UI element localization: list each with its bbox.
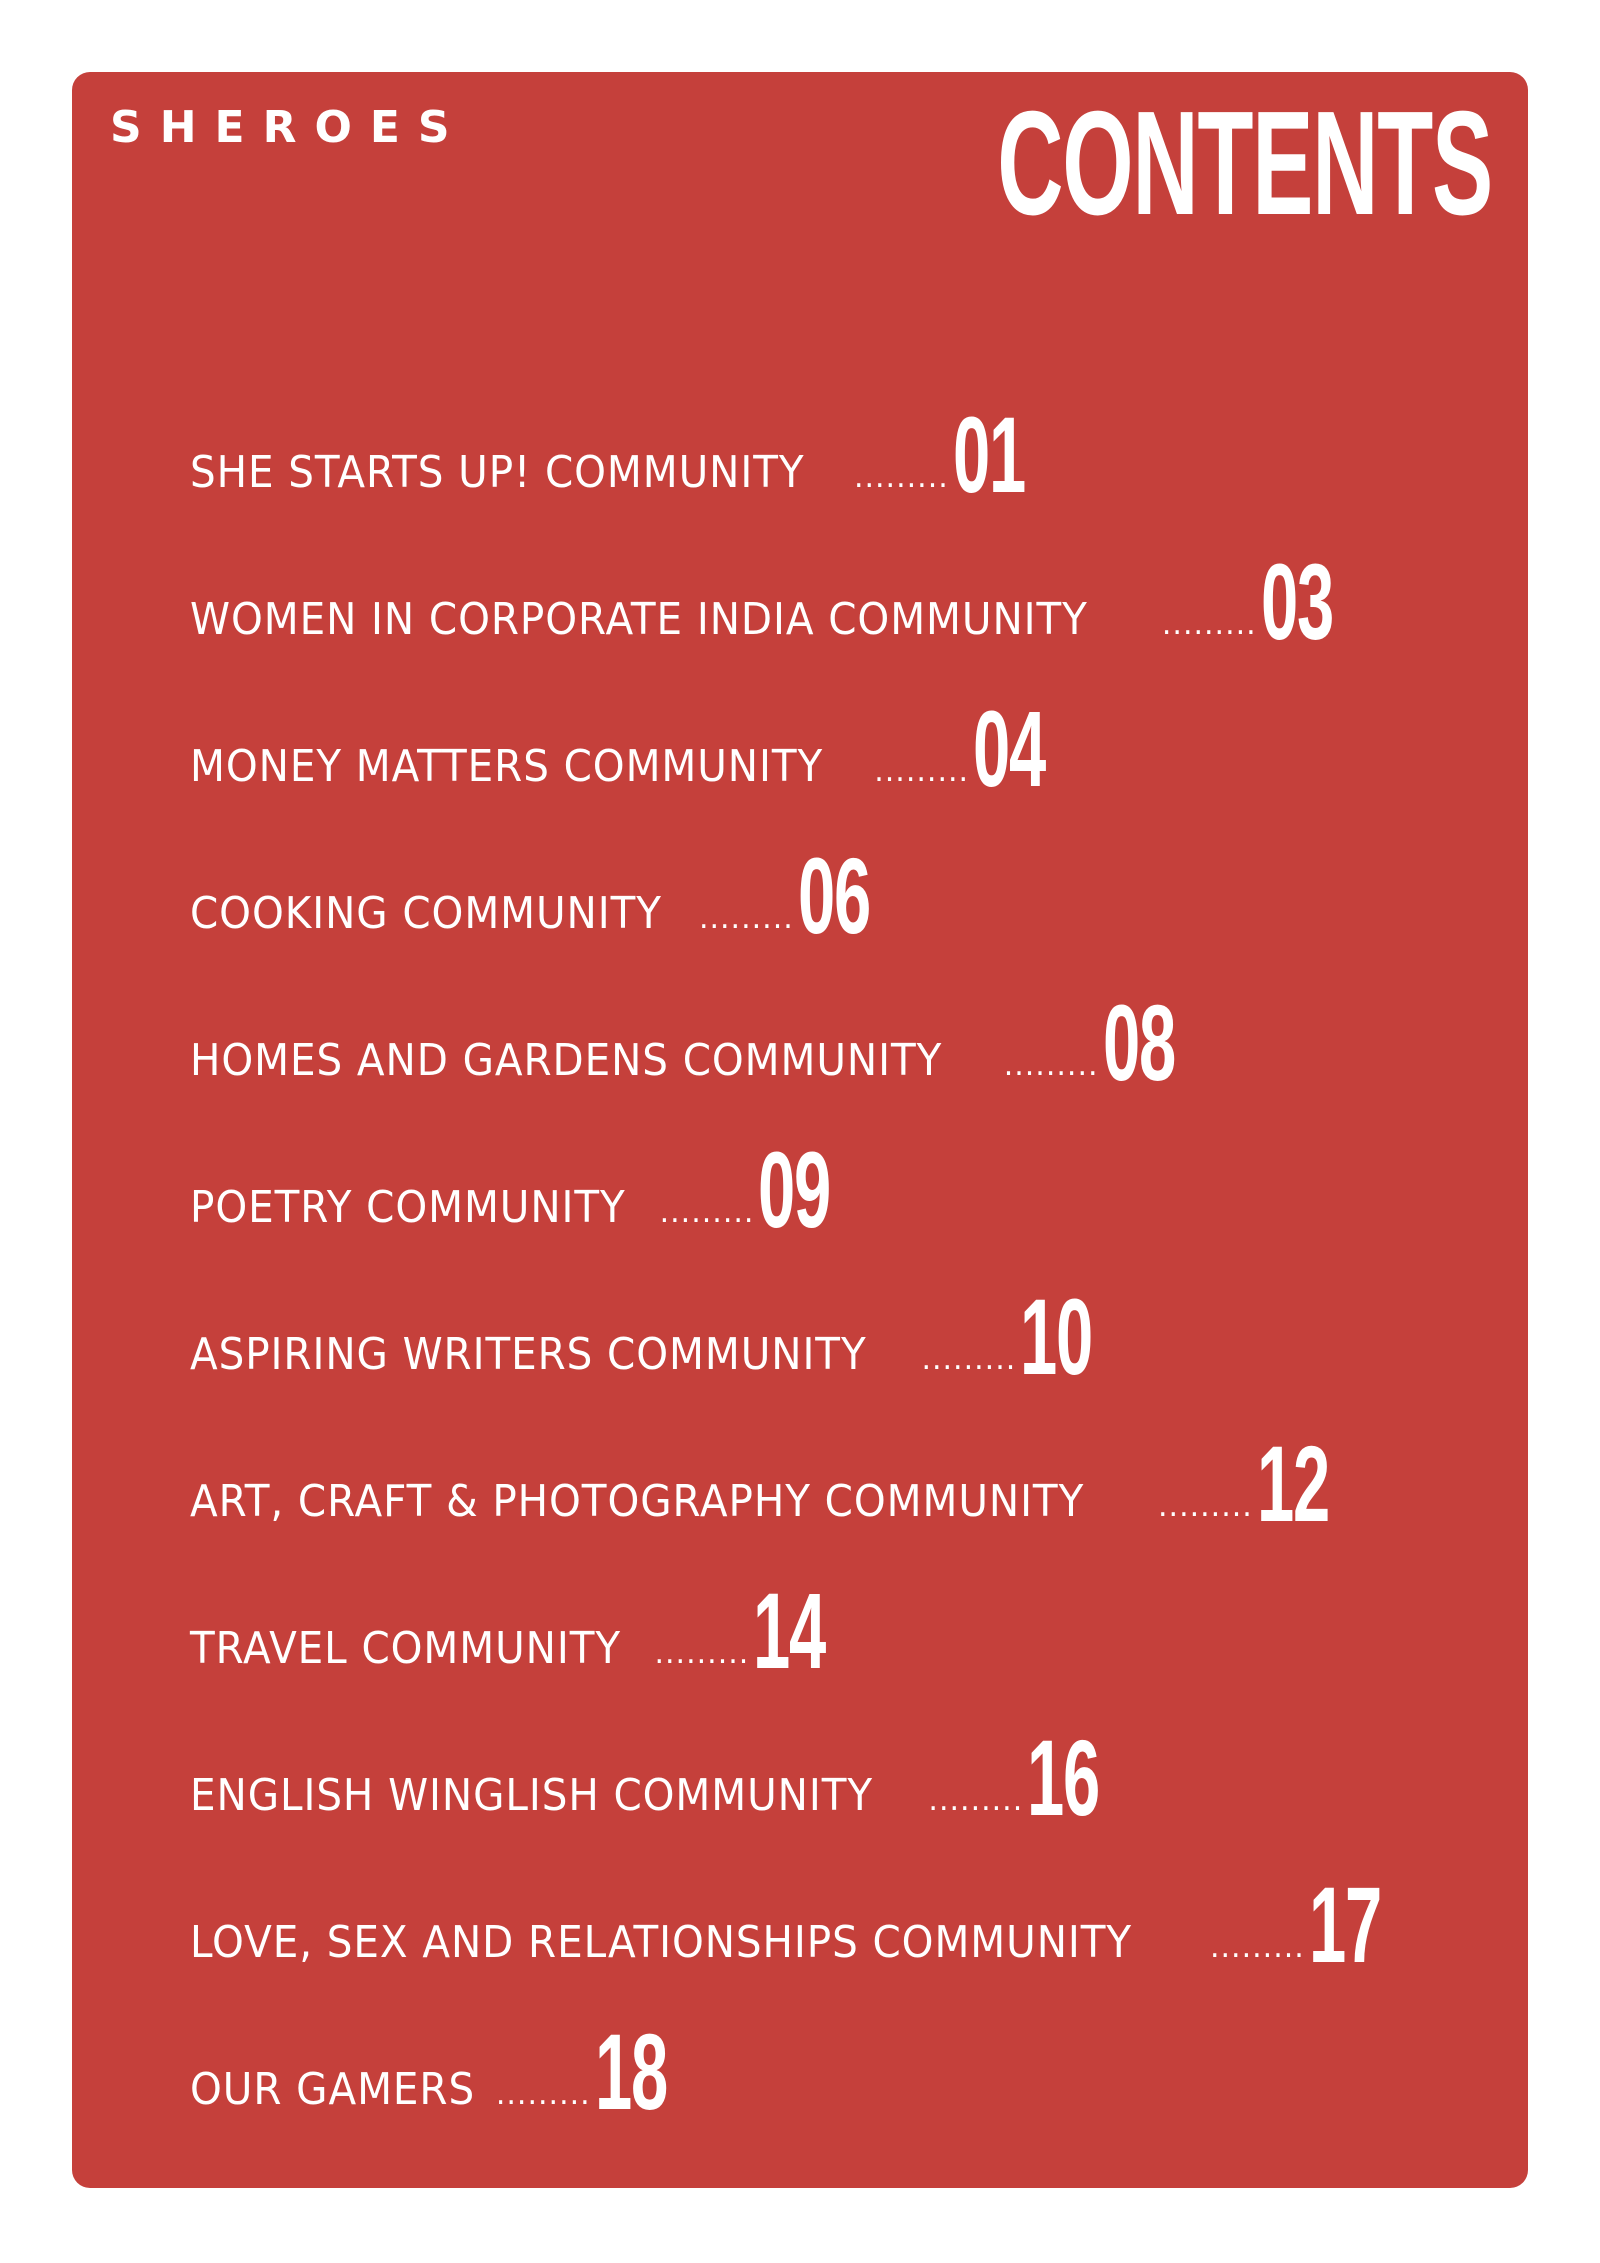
toc-entry-homes-and-gardens[interactable]: [190, 950, 1488, 1103]
toc-entry-money-matters[interactable]: [190, 656, 1488, 809]
toc-entry-label: ASPIRING WRITERS COMMUNITY: [190, 1329, 867, 1380]
toc-entry-label: LOVE, SEX AND RELATIONSHIPS COMMUNITY: [190, 1917, 1133, 1968]
toc-entry-love-sex-relationships[interactable]: [190, 1832, 1488, 1985]
toc-page-number: 16: [1027, 1717, 1100, 1838]
toc-page-number: 08: [1102, 982, 1175, 1103]
brand-logo: SHEROES: [110, 102, 468, 153]
toc-leader-dots: .........: [921, 1342, 1017, 1377]
toc-entry-art-craft-photography[interactable]: [190, 1391, 1488, 1544]
toc-leader-dots: .........: [1158, 1489, 1253, 1524]
toc-entry-label: POETRY COMMUNITY: [190, 1182, 626, 1233]
toc-entry-label: OUR GAMERS: [190, 2064, 476, 2115]
toc-leader-dots: .........: [928, 1783, 1024, 1818]
toc-entry-our-gamers[interactable]: [190, 1979, 1488, 2132]
toc-page-number: 01: [952, 394, 1025, 515]
toc-page-number: 10: [1020, 1276, 1093, 1397]
toc-entry-poetry[interactable]: [190, 1097, 1488, 1250]
toc-leader-dots: .........: [1161, 607, 1257, 642]
toc-entry-aspiring-writers[interactable]: [190, 1244, 1488, 1397]
toc-entry-label: WOMEN IN CORPORATE INDIA COMMUNITY: [190, 594, 1088, 645]
toc-entry-label: ART, CRAFT & PHOTOGRAPHY COMMUNITY: [190, 1476, 1085, 1527]
toc-leader-dots: .........: [1003, 1048, 1099, 1083]
toc-entry-she-starts-up[interactable]: [190, 362, 1488, 515]
table-of-contents: [190, 362, 1488, 2132]
toc-leader-dots: .........: [654, 1636, 750, 1671]
toc-leader-dots: .........: [659, 1195, 755, 1230]
toc-page-number: 04: [973, 688, 1046, 809]
toc-leader-dots: .........: [698, 901, 794, 936]
contents-panel: [72, 72, 1528, 2188]
toc-leader-dots: .........: [874, 754, 970, 789]
toc-leader-dots: .........: [495, 2077, 591, 2112]
toc-leader-dots: .........: [853, 460, 949, 495]
toc-entry-english-winglish[interactable]: [190, 1685, 1488, 1838]
toc-entry-label: SHE STARTS UP! COMMUNITY: [190, 447, 805, 498]
toc-leader-dots: .........: [1209, 1930, 1305, 1965]
toc-page-number: 18: [594, 2011, 667, 2132]
toc-page-number: 06: [797, 835, 870, 956]
toc-entry-cooking[interactable]: [190, 803, 1488, 956]
toc-page-number: 03: [1260, 541, 1333, 662]
toc-page-number: 14: [753, 1570, 826, 1691]
toc-page-number: 17: [1308, 1864, 1381, 1985]
page-title: CONTENTS: [997, 81, 1492, 246]
toc-entry-label: TRAVEL COMMUNITY: [190, 1623, 622, 1674]
toc-entry-label: ENGLISH WINGLISH COMMUNITY: [190, 1770, 874, 1821]
toc-entry-travel[interactable]: [190, 1538, 1488, 1691]
toc-entry-label: MONEY MATTERS COMMUNITY: [190, 741, 824, 792]
toc-entry-label: COOKING COMMUNITY: [190, 888, 662, 939]
toc-entry-label: HOMES AND GARDENS COMMUNITY: [190, 1035, 943, 1086]
toc-entry-women-in-corporate-india[interactable]: [190, 509, 1488, 662]
toc-page-number: 12: [1256, 1423, 1329, 1544]
toc-page-number: 09: [758, 1129, 831, 1250]
